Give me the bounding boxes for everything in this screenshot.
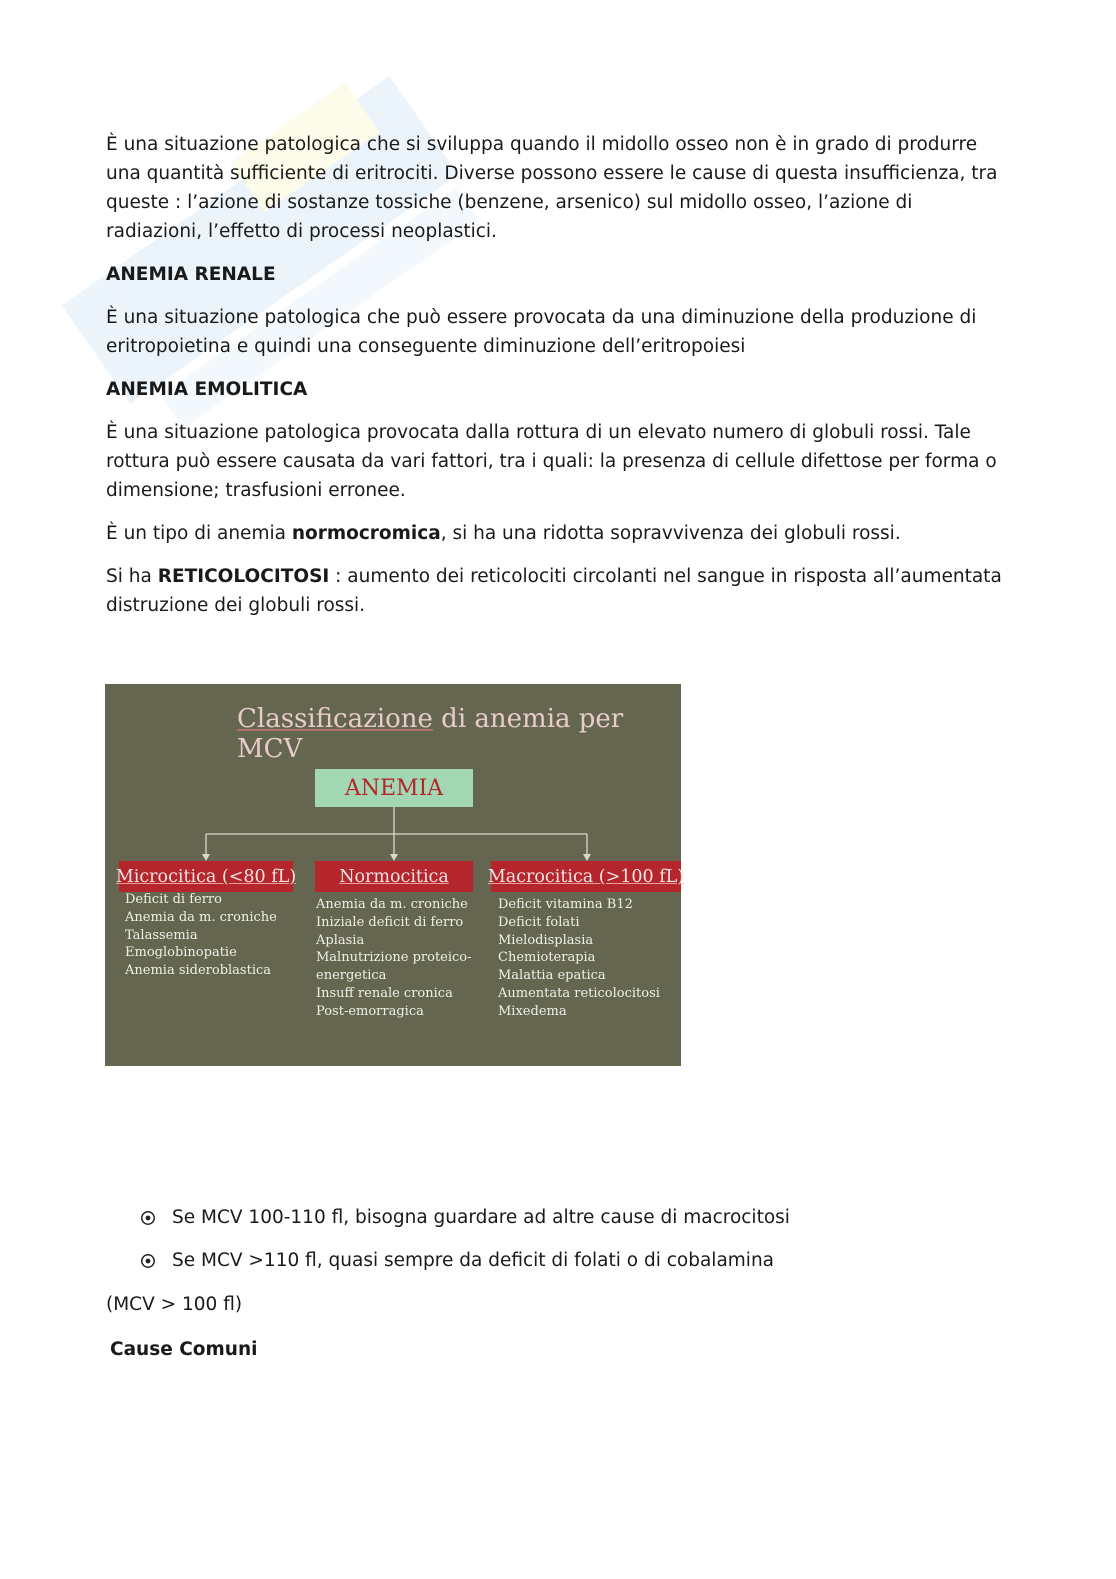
list-item: Post-emorragica — [316, 1003, 424, 1019]
normo-pre: È un tipo di anemia — [106, 523, 292, 544]
document-body — [106, 130, 1006, 634]
heading-anemia-renale: ANEMIA RENALE — [106, 264, 276, 285]
slide-title-underlined: Classificazione — [237, 704, 433, 734]
list-item — [140, 1246, 1020, 1275]
normo-post: , si ha una ridotta sopravvivenza dei globuli rossi. — [440, 523, 901, 544]
paragraph-intro: È una situazione patologica che si sviluppa quando il midollo osseo non è in grado di produrre una quantità sufficiente di eritrociti. Diverse possono essere le cause di questa insufficienza, tra queste : l’azione di sostanze tossiche (benzene, arsenico) sul midollo osseo, l’azione di radiazioni, l’effetto di processi neoplastici. — [106, 134, 998, 242]
list-item: Mielodisplasia — [498, 932, 594, 948]
list-item: Aplasia — [316, 932, 365, 948]
paragraph-normocromica — [106, 519, 1006, 548]
list-normocitica — [316, 896, 472, 1021]
category-macrocitica-label: Macrocitica (>100 fL) — [487, 866, 685, 887]
paragraph-renale: È una situazione patologica che può essere provocata da una diminuzione della produzione di eritropoietina e quindi una conseguente diminuzione dell’eritropoiesi — [106, 307, 977, 357]
normo-bold: normocromica — [291, 523, 441, 544]
category-microcitica-label: Microcitica (<80 fL) — [115, 866, 297, 887]
bullet-list — [140, 1203, 1020, 1289]
list-item: Mixedema — [498, 1003, 567, 1019]
list-item: Deficit folati — [498, 914, 580, 930]
mcv-note: (MCV > 100 fl) — [106, 1294, 243, 1315]
paragraph-emolitica: È una situazione patologica provocata dalla rottura di un elevato numero di globuli rossi. Tale rottura può essere causata da vari fattori, tra i quali: la presenza di cellule difettose per forma o dimensione; trasfusioni erronee. — [106, 422, 997, 501]
category-macrocitica — [487, 861, 685, 892]
list-item: Chemioterapia — [498, 950, 596, 966]
heading-cause-comuni: Cause Comuni — [110, 1339, 258, 1360]
list-item: Anemia da m. croniche — [316, 897, 468, 912]
category-normocitica — [315, 861, 473, 892]
list-macrocitica — [498, 896, 660, 1021]
retic-bold: RETICOLOCITOSI — [157, 566, 330, 587]
list-item: Malattia epatica — [498, 968, 606, 984]
bullet-text: Se MCV >110 fl, quasi sempre da deficit di folati o di cobalamina — [172, 1250, 774, 1271]
retic-pre: Si ha — [106, 566, 158, 587]
list-item: Emoglobinopatie — [125, 945, 237, 961]
list-item: Aumentata reticolocitosi — [498, 985, 660, 1001]
list-item: Deficit vitamina B12 — [498, 897, 633, 912]
bullet-text: Se MCV 100-110 fl, bisogna guardare ad altre cause di macrocitosi — [172, 1207, 790, 1228]
mcv-classification-slide — [105, 684, 685, 1066]
tree-connectors — [105, 684, 681, 884]
category-normocitica-label: Normocitica — [339, 866, 449, 887]
list-item: Talassemia — [125, 927, 198, 943]
list-item: Malnutrizione proteico- — [316, 950, 472, 966]
circled-dot-bullet-icon — [140, 1210, 156, 1226]
circled-dot-bullet-icon — [140, 1253, 156, 1269]
slide-title-rest: di anemia per MCV — [237, 704, 624, 764]
list-item: Iniziale deficit di ferro — [316, 914, 464, 930]
root-node-anemia: ANEMIA — [315, 769, 473, 807]
category-microcitica — [115, 861, 297, 892]
list-item: Anemia sideroblastica — [125, 963, 272, 979]
list-item: Deficit di ferro — [125, 892, 222, 907]
list-microcitica — [125, 891, 277, 980]
retic-post: : aumento dei reticolociti circolanti nel sangue in risposta all’aumentata distruzione dei globuli rossi. — [106, 566, 1002, 616]
list-item: Insuff renale cronica — [316, 985, 453, 1001]
paragraph-reticolocitosi — [106, 562, 1006, 620]
list-item — [140, 1203, 1020, 1232]
list-item: Anemia da m. croniche — [125, 909, 277, 925]
heading-anemia-emolitica: ANEMIA EMOLITICA — [106, 379, 308, 400]
list-item: energetica — [316, 968, 387, 984]
